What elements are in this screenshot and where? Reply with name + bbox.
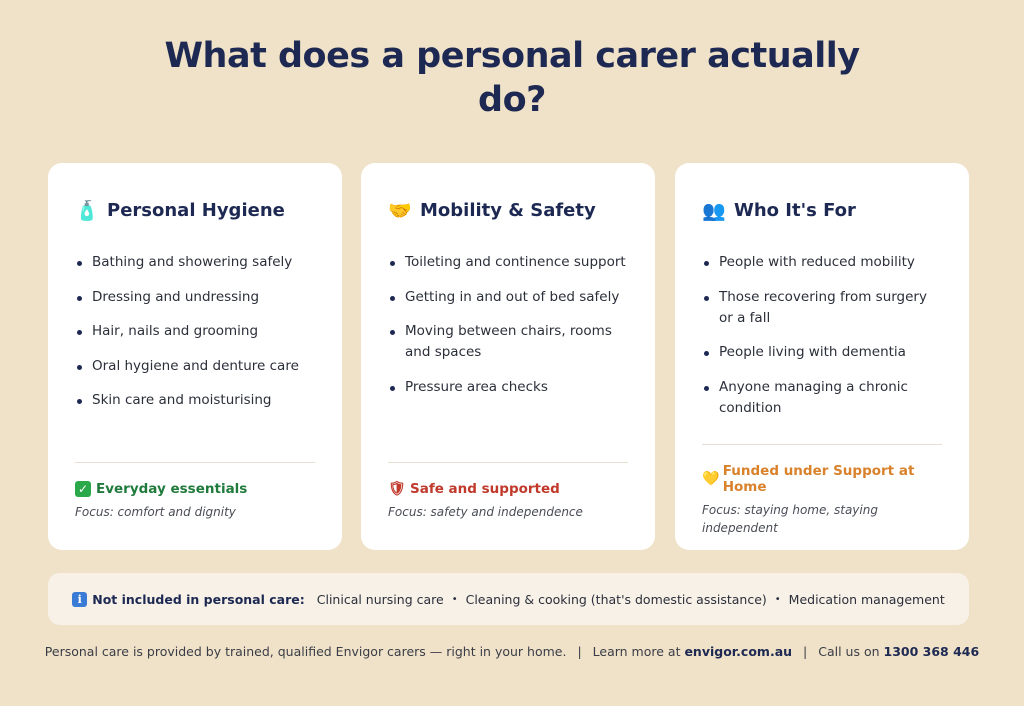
yellow-heart-icon: 💛: [702, 471, 720, 487]
card-footer: [75, 481, 322, 521]
phone-number[interactable]: 1300 368 446: [883, 644, 980, 659]
list-item: Those recovering from surgery or a fall: [702, 287, 943, 329]
list-item: Hair, nails and grooming: [75, 321, 316, 342]
shield-icon: 🛡: [388, 481, 406, 497]
card-title: Mobility & Safety: [420, 199, 596, 221]
card-who-its-for: [675, 163, 969, 550]
divider: [75, 462, 315, 463]
page-title: What does a personal carer actually do?: [164, 36, 860, 120]
list-item: Skin care and moisturising: [75, 390, 316, 411]
card-footer: [388, 481, 635, 521]
people-icon: 👥: [702, 199, 726, 222]
list-item: Bathing and showering safely: [75, 252, 316, 273]
card-title: Who It's For: [734, 199, 856, 221]
divider: [702, 444, 942, 445]
list-item: People with reduced mobility: [702, 252, 943, 273]
focus-text: Focus: safety and independence: [388, 505, 583, 519]
card-mobility-safety: [361, 163, 655, 550]
page-footer: [0, 644, 1024, 659]
notice-label: Not included in personal care:: [92, 591, 305, 607]
card-title: Personal Hygiene: [107, 199, 285, 221]
pipe-separator: |: [577, 644, 582, 659]
list-item: Dressing and undressing: [75, 287, 316, 308]
notice-item: Cleaning & cooking (that's domestic assistance): [465, 591, 767, 607]
info-icon: i: [72, 592, 87, 607]
exclusions-notice: [48, 573, 969, 625]
call-prefix: Call us on: [818, 644, 880, 659]
bullet-separator: •: [451, 593, 458, 605]
bullet-separator: •: [774, 593, 781, 605]
footer-label-row: [702, 463, 949, 495]
handshake-icon: 🤝: [388, 199, 412, 222]
lotion-bottle-icon: 🧴: [75, 199, 99, 222]
footer-label: Safe and supported: [410, 481, 560, 497]
list-item: Moving between chairs, rooms and spaces: [388, 321, 629, 363]
focus-text: Focus: comfort and dignity: [75, 505, 236, 519]
card-footer: [702, 463, 949, 537]
website-link[interactable]: envigor.com.au: [684, 644, 793, 659]
list-item: People living with dementia: [702, 342, 943, 363]
list-item: Anyone managing a chronic condition: [702, 377, 943, 419]
check-icon: ✓: [75, 481, 91, 497]
card-header: [75, 197, 316, 223]
pipe-separator: |: [803, 644, 808, 659]
footer-label-row: [388, 481, 635, 497]
list-item: Toileting and continence support: [388, 252, 629, 273]
divider: [388, 462, 628, 463]
focus-text: Focus: staying home, staying independent: [702, 503, 878, 535]
card-header: [388, 197, 629, 223]
list-item: Getting in and out of bed safely: [388, 287, 629, 308]
footer-label: Funded under Support at Home: [722, 463, 915, 495]
item-list: [702, 252, 943, 419]
notice-item: Medication management: [788, 591, 945, 607]
footer-label-row: [75, 481, 322, 497]
item-list: [75, 252, 316, 411]
list-item: Pressure area checks: [388, 377, 629, 398]
learn-more-prefix: Learn more at: [592, 644, 681, 659]
footer-statement: Personal care is provided by trained, qualified Envigor carers — right in your home.: [44, 644, 567, 659]
card-header: [702, 197, 943, 223]
notice-item: Clinical nursing care: [316, 591, 444, 607]
item-list: [388, 252, 629, 398]
footer-label: Everyday essentials: [96, 481, 248, 497]
list-item: Oral hygiene and denture care: [75, 356, 316, 377]
card-personal-hygiene: [48, 163, 342, 550]
